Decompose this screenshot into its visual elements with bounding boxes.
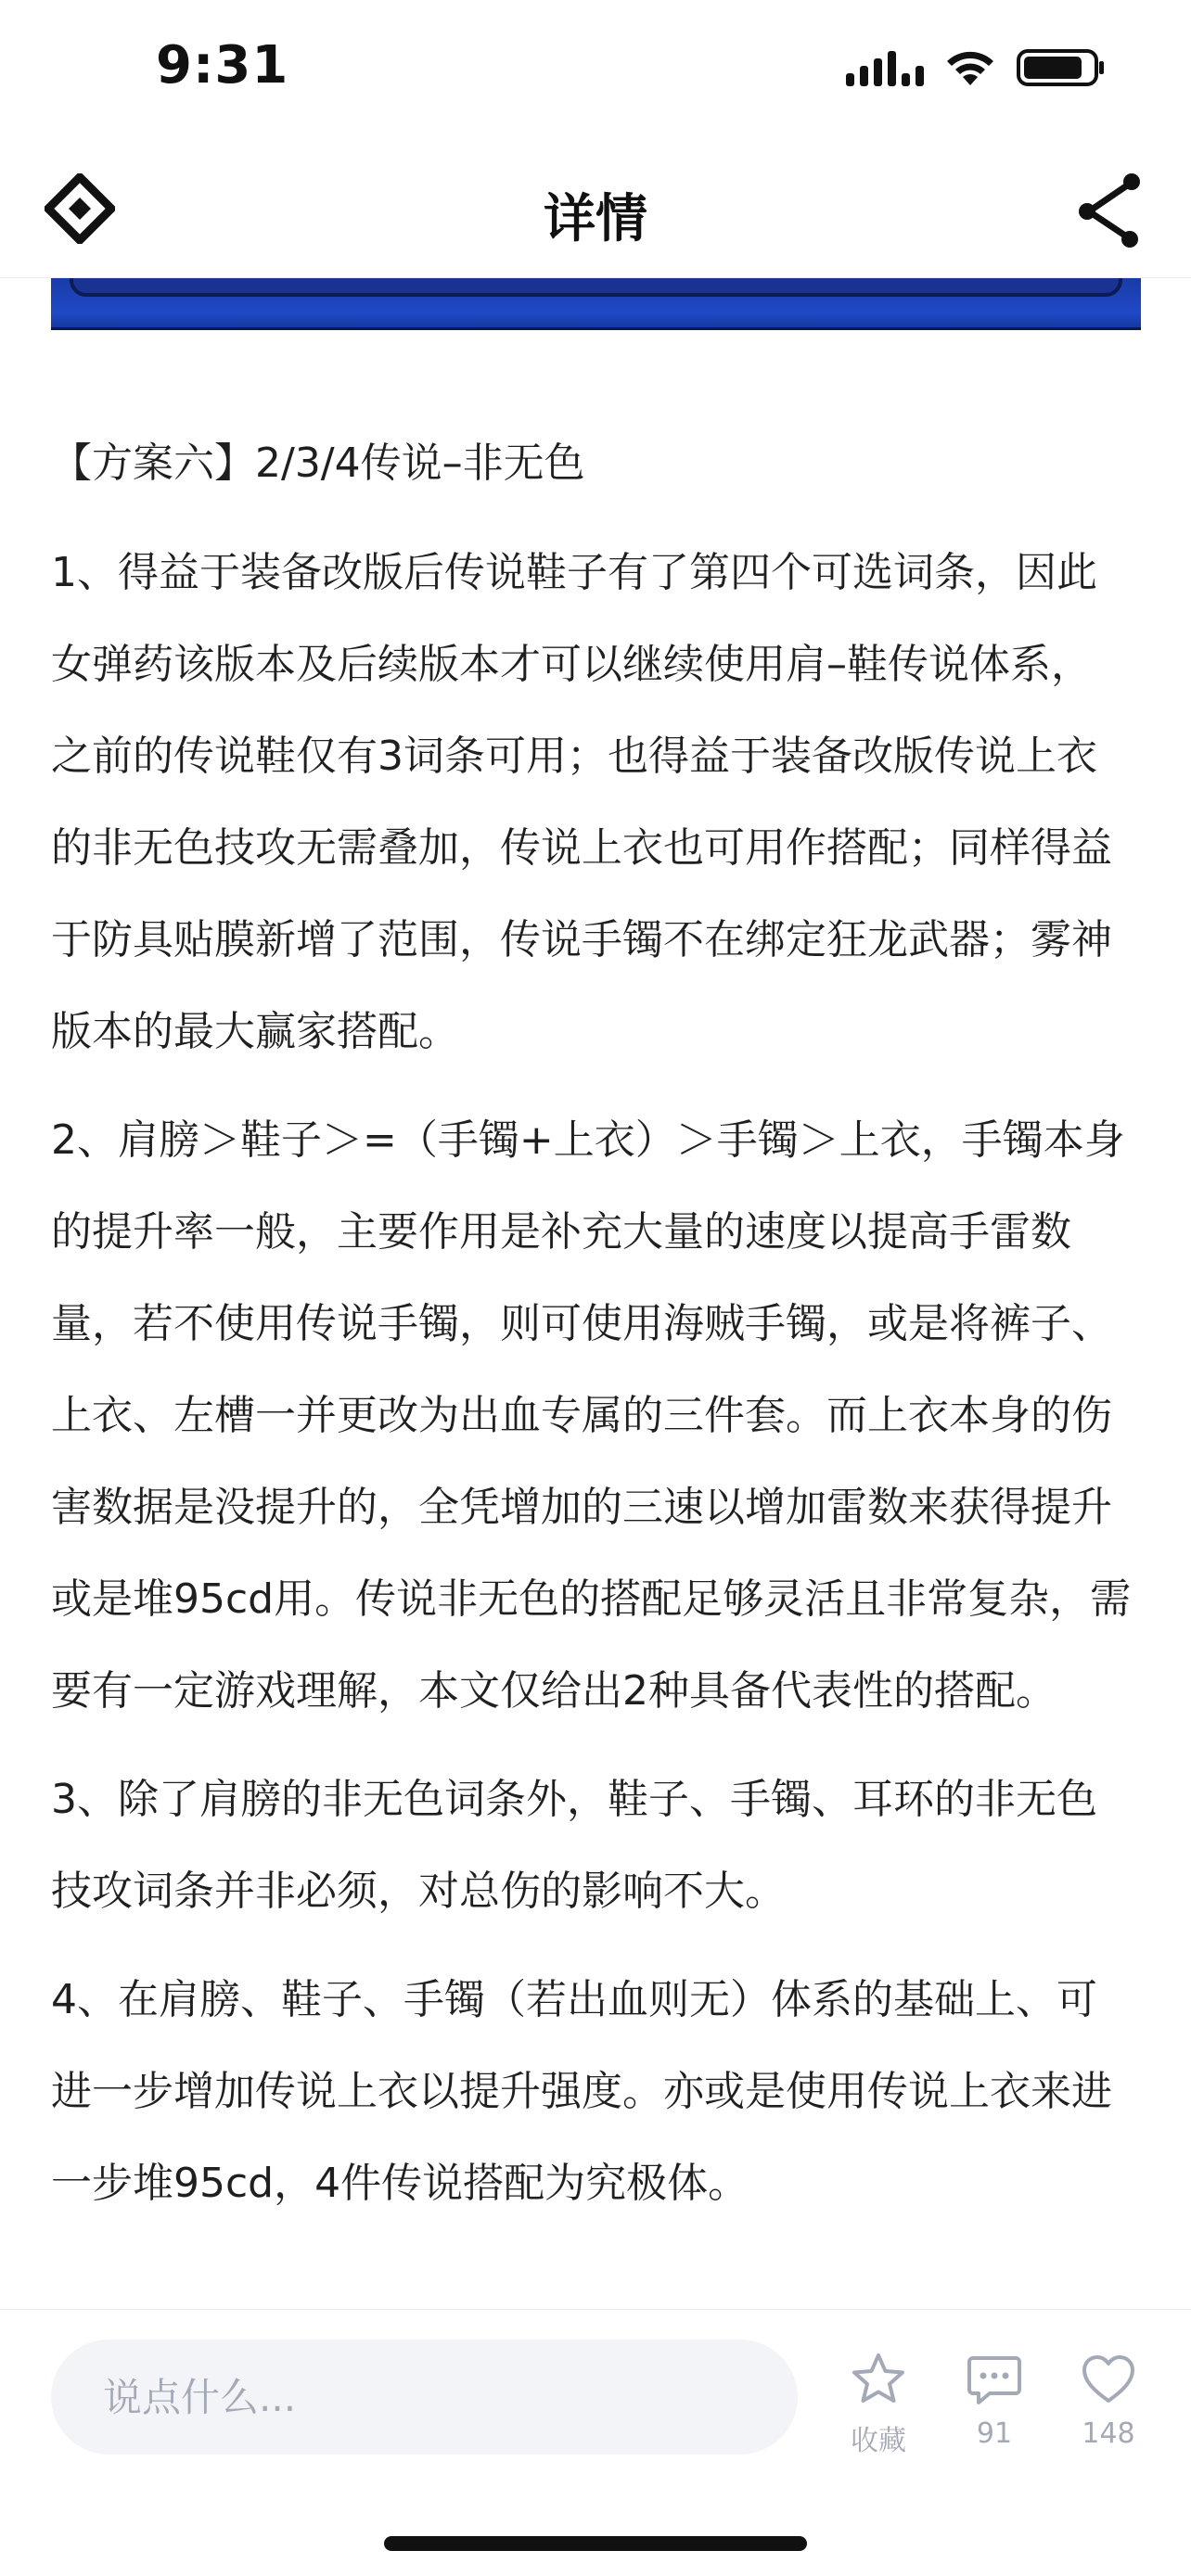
paragraph-line: 2、肩膀＞鞋子＞=（手镯+上衣）＞手镯＞上衣，手镯本身 [51,1116,1125,1164]
home-indicator[interactable] [384,2536,807,2551]
comment-count: 91 [976,2417,1013,2450]
paragraph-line: 上衣、左槽一并更改为出血专属的三件套。而上衣本身的伤 [51,1392,1112,1439]
article-image-bottom [51,278,1141,330]
article-content[interactable] [0,278,1191,2309]
paragraph-line: 于防具贴膜新增了范围，传说手镯不在绑定狂龙武器；雾神 [51,916,1112,963]
like-count: 148 [1082,2417,1135,2450]
favorite-button[interactable] [837,2351,920,2458]
paragraph-3 [51,1753,1146,1937]
like-button[interactable] [1067,2351,1150,2450]
paragraph-line: 版本的最大赢家搭配。 [51,1008,459,1055]
paragraph-line: 之前的传说鞋仅有3词条可用；也得益于装备改版传说上衣 [51,733,1097,780]
paragraph-1 [51,527,1146,1078]
paragraph-line: 3、除了肩膀的非无色词条外，鞋子、手镯、耳环的非无色 [51,1776,1097,1823]
paragraph-line: 进一步增加传说上衣以提升强度。亦或是使用传说上衣来进 [51,2068,1112,2115]
wifi-icon [944,48,996,87]
paragraph-line: 量，若不使用传说手镯，则可使用海贼手镯，或是将裤子、 [51,1300,1112,1347]
heart-icon [1080,2351,1137,2408]
paragraph-line: 害数据是没提升的，全凭增加的三速以增加雷数来获得提升 [51,1484,1112,1531]
paragraph-line: 4、在肩膀、鞋子、手镯（若出血则无）体系的基础上、可 [51,1976,1097,2023]
status-time: 9:31 [156,35,289,96]
paragraph-line: 的提升率一般，主要作用是补充大量的速度以提高手雷数 [51,1208,1071,1256]
paragraph-2 [51,1094,1146,1737]
cellular-signal-icon [846,49,924,86]
battery-icon [1017,49,1106,86]
share-icon[interactable] [1072,169,1146,250]
paragraph-line: 一步堆95cd，4件传说搭配为究极体。 [51,2160,749,2207]
page-title: 详情 [544,189,647,249]
section-heading: 【方案六】2/3/4传说–非无色 [51,440,585,487]
paragraph-line: 或是堆95cd用。传说非无色的搭配足够灵活且非常复杂，需 [51,1575,1132,1623]
comment-input[interactable] [51,2340,798,2455]
comment-button[interactable] [953,2351,1036,2450]
article-body [51,417,1146,2229]
comment-bubble-icon [966,2351,1023,2408]
paragraph-4 [51,1954,1146,2229]
paragraph-line: 的非无色技攻无需叠加，传说上衣也可用作搭配；同样得益 [51,824,1112,872]
paragraph-line: 技攻词条并非必须，对总伤的影响不大。 [51,1868,786,1915]
status-icons [846,48,1106,87]
paragraph-line: 1、得益于装备改版后传说鞋子有了第四个可选词条，因此 [51,549,1097,596]
favorite-label: 收藏 [851,2425,906,2457]
image-frame [70,278,1122,297]
paragraph-line: 女弹药该版本及后续版本才可以继续使用肩–鞋传说体系， [51,641,1092,688]
paragraph-line: 要有一定游戏理解，本文仅给出2种具备代表性的搭配。 [51,1667,1057,1715]
status-bar [0,0,1191,139]
bottom-action-bar [0,2309,1191,2494]
star-icon [850,2351,907,2408]
nav-bar [0,139,1191,278]
